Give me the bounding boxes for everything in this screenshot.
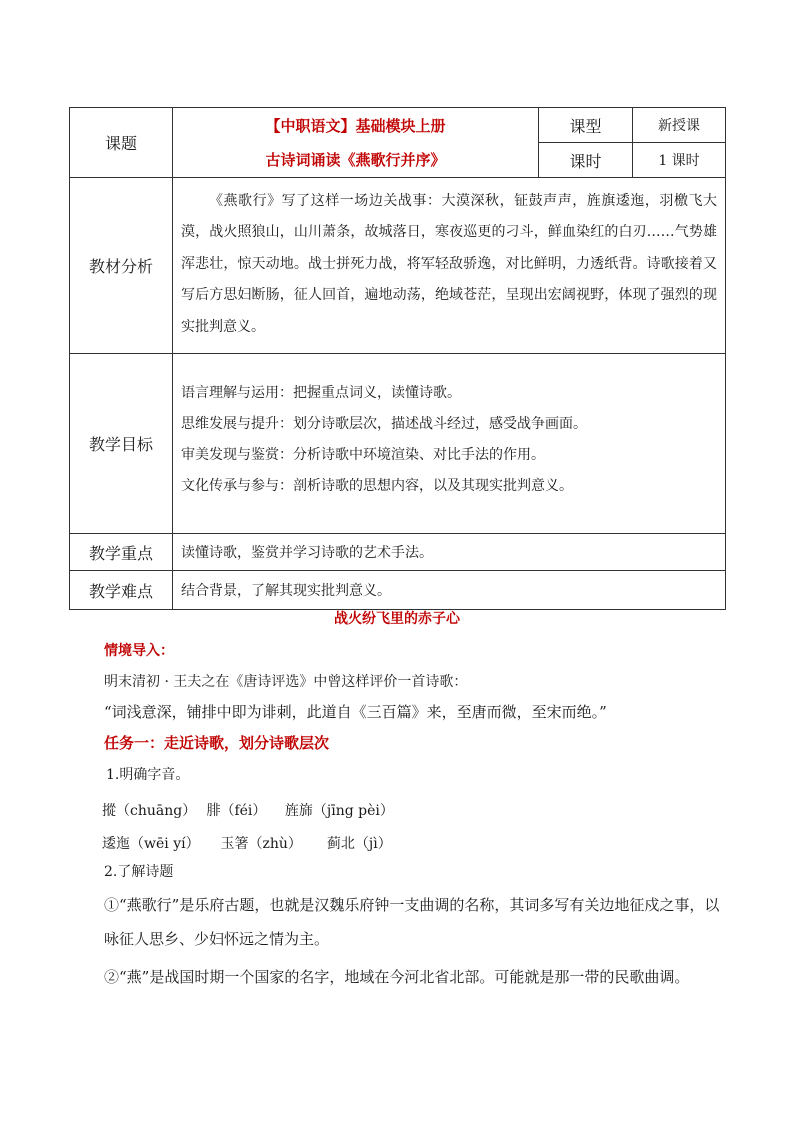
goal-item: 文化传承与参与：剖析诗歌的思想内容，以及其现实批判意义。: [181, 477, 573, 494]
intro-heading: 情境导入：: [104, 643, 174, 659]
goals-label: 教学目标: [70, 354, 173, 534]
step2-label: 2.了解诗题: [104, 864, 174, 880]
difficulty-label: 教学难点: [70, 571, 173, 610]
lesson-title: [173, 108, 539, 178]
pinyin-item: 蓟北（jì）: [326, 836, 392, 852]
step1-label: 1.明确字音。: [106, 767, 190, 783]
section-title: 战火纷飞里的赤子心: [334, 611, 460, 627]
difficulty-text: 结合背景，了解其现实批判意义。: [173, 571, 726, 610]
goal-item: 审美发现与鉴赏：分析诗歌中环境渲染、对比手法的作用。: [181, 446, 545, 463]
pinyin-item: 腓（féi）: [206, 803, 267, 819]
pinyin-row: [102, 833, 392, 853]
hours-value: 1 课时: [633, 143, 726, 178]
type-label: 课型: [539, 108, 633, 143]
intro-quote: “词浅意深，铺排中即为诽刺，此道自《三百篇》来，至唐而微，至宋而绝。”: [104, 703, 607, 721]
analysis-text: 《燕歌行》写了这样一场边关战事：大漠深秋，钲鼓声声，旌旗逶迤，羽檄飞大漠，战火照狼山，山川萧条，故城落日，寒夜巡更的刁斗，鲜血染红的白刃……气势雄浑悲壮，惊天动地。战士拼死力战，将军轻敌骄逸，对比鲜明，力透纸背。诗歌接着又写后方思妇断肠，征人回首，遍地动荡，绝域苍茫，呈现出宏阔视野，体现了强烈的现实批判意义。: [181, 192, 717, 335]
pinyin-item: 玉箸（zhù）: [220, 836, 302, 852]
intro-line: 明末清初 · 王夫之在《唐诗评选》中曾这样评价一首诗歌：: [104, 674, 468, 690]
task1-heading: 任务一：走近诗歌，划分诗歌层次: [104, 734, 330, 752]
analysis-label: 教材分析: [70, 178, 173, 354]
key-point-label: 教学重点: [70, 534, 173, 571]
lesson-title-line2: 古诗词诵读《燕歌行并序》: [265, 150, 446, 169]
goal-item: 语言理解与运用：把握重点词义，读懂诗歌。: [181, 384, 461, 401]
hours-label: 课时: [539, 143, 633, 178]
paragraph: ①“燕歌行”是乐府古题，也就是汉魏乐府钟一支曲调的名称，其词多写有关边地征戍之事，以咏征人思乡、少妇怀远之情为主。: [104, 896, 720, 948]
analysis-cell: [173, 178, 726, 354]
pinyin-item: 逶迤（wēi yí）: [102, 836, 200, 852]
type-value: 新授课: [633, 108, 726, 143]
key-point-text: 读懂诗歌，鉴赏并学习诗歌的艺术手法。: [173, 534, 726, 571]
lesson-title-line1: 【中职语文】基础模块上册: [265, 116, 446, 135]
pinyin-item: 摐（chuāng）: [102, 803, 197, 819]
paragraph: ②“燕”是战国时期一个国家的名字，地域在今河北省北部。可能就是那一带的民歌曲调。: [104, 968, 690, 986]
topic-label: 课题: [70, 108, 173, 178]
goal-item: 思维发展与提升：划分诗歌层次，描述战斗经过，感受战争画面。: [181, 415, 587, 432]
pinyin-item: 旌旆（jīng pèi）: [284, 803, 394, 819]
pinyin-row: [102, 800, 394, 820]
lesson-plan-table: [69, 107, 726, 610]
goals-cell: [173, 354, 726, 534]
